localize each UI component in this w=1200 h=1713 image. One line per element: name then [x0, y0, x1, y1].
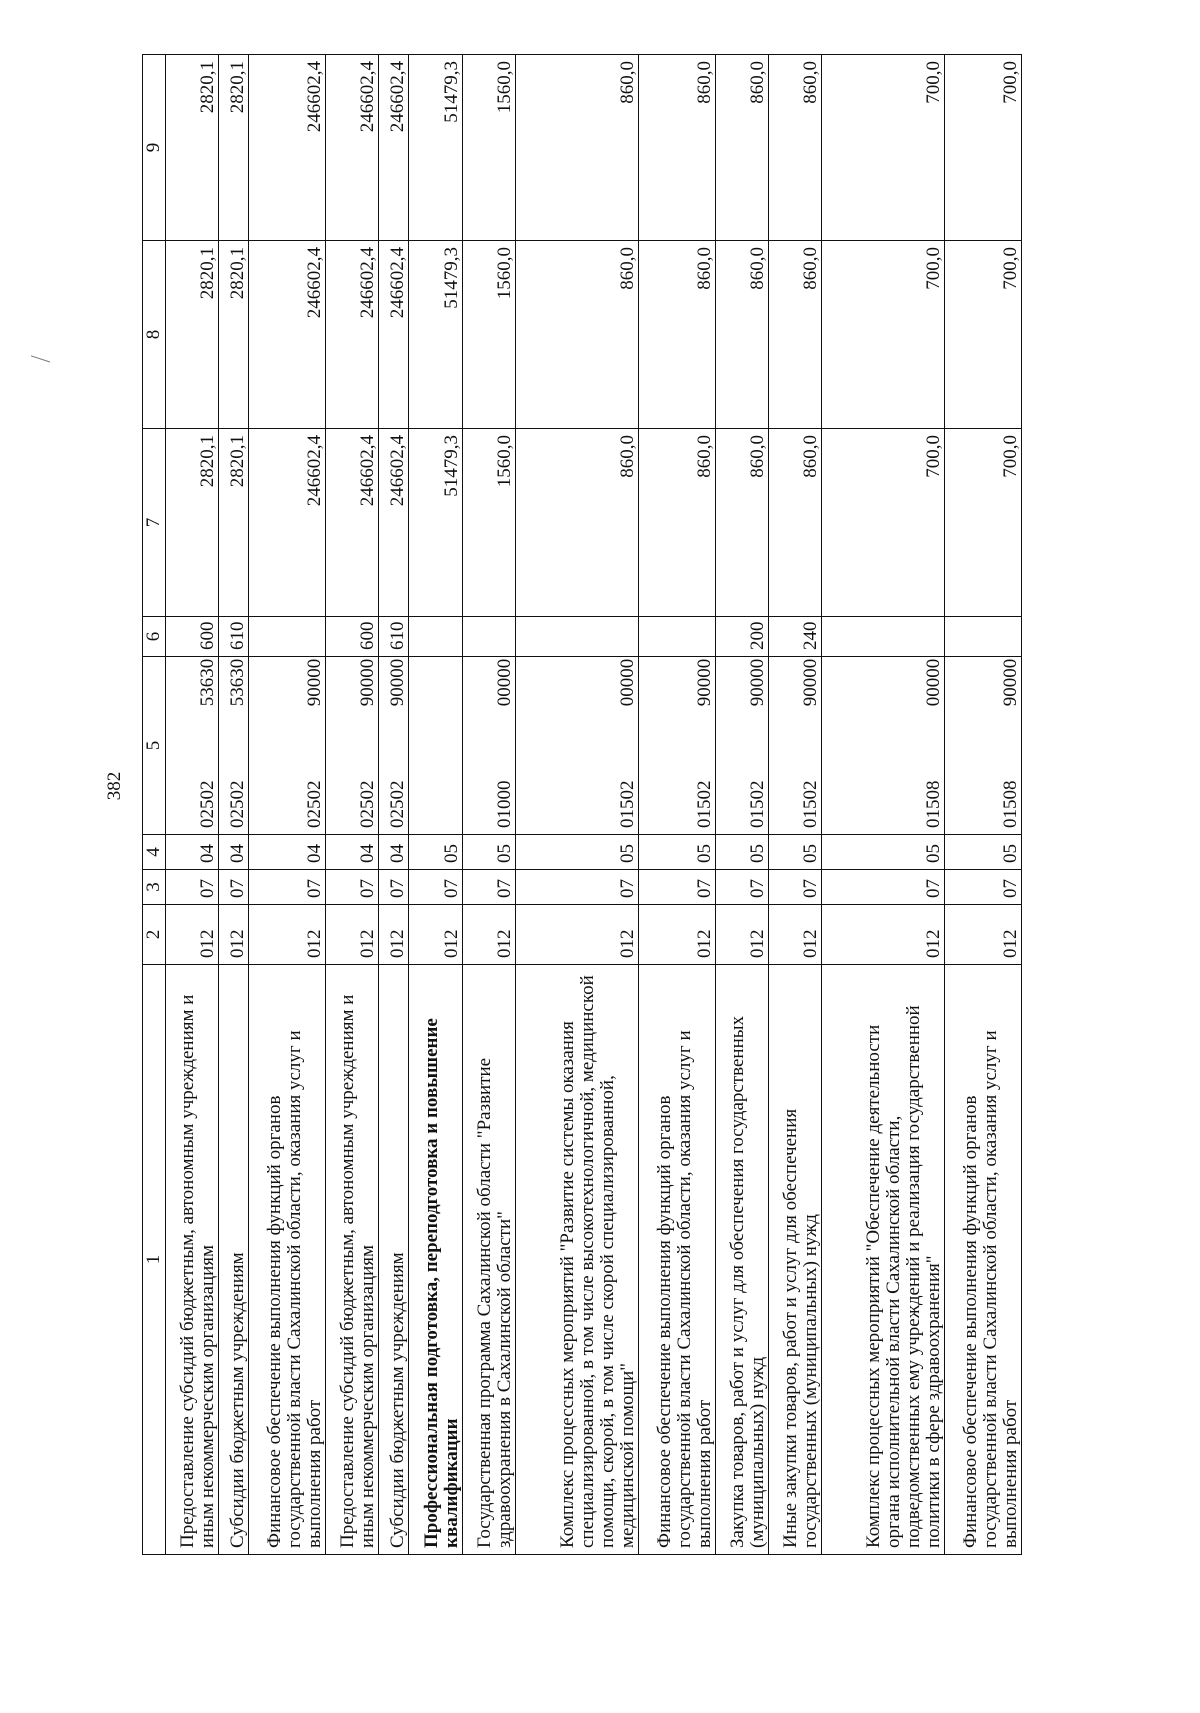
row-col-9: 1560,0 [462, 55, 515, 241]
header-col-2: 2 [143, 905, 166, 965]
row-col-5: 02502 90000 [249, 657, 326, 835]
row-col-2: 012 [166, 905, 219, 965]
row-description: Финансовое обеспечение выполнения функций органов государственной власти Сахалинской области, оказания услуг и выполнения работ [945, 965, 1022, 1555]
row-description: Комплекс процессных мероприятий "Обеспечение деятельности органа исполнительной власти Сахалинской области, подведомственных ему учреждений и реализация государственной политики в сфере здравоохранения" [822, 965, 945, 1555]
row-col-7: 860,0 [516, 429, 639, 617]
row-col-7: 51479,3 [409, 429, 462, 617]
row-col-3: 07 [715, 870, 768, 905]
row-col-3: 07 [409, 870, 462, 905]
table-row [822, 55, 945, 1555]
header-row [143, 55, 166, 1555]
row-description: Финансовое обеспечение выполнения функций органов государственной власти Сахалинской области, оказания услуг и выполнения работ [638, 965, 715, 1555]
row-col-9: 246602,4 [379, 55, 409, 241]
row-description: Субсидии бюджетным учреждениям [379, 965, 409, 1555]
row-description-section: Профессиональная подготовка, переподготовка и повышение квалификации [409, 965, 462, 1555]
row-col-5: 01502 90000 [715, 657, 768, 835]
row-col-3: 07 [219, 870, 249, 905]
header-col-1: 1 [143, 965, 166, 1555]
page-number: 382 [104, 771, 125, 801]
row-description: Иные закупки товаров, работ и услуг для обеспечения государственных (муниципальных) нужд [768, 965, 821, 1555]
budget-table [142, 54, 1022, 1555]
table-row [516, 55, 639, 1555]
rotated-table-wrapper [142, 55, 1022, 1555]
row-col-4: 04 [219, 835, 249, 870]
row-col-3: 07 [638, 870, 715, 905]
row-col-6 [822, 617, 945, 657]
table-row [462, 55, 515, 1555]
row-col-8: 2820,1 [166, 241, 219, 429]
row-col-4: 04 [249, 835, 326, 870]
row-col-4: 04 [379, 835, 409, 870]
row-col-4: 04 [166, 835, 219, 870]
row-col-8: 860,0 [516, 241, 639, 429]
row-col-8: 246602,4 [326, 241, 379, 429]
header-col-4: 4 [143, 835, 166, 870]
header-col-9: 9 [143, 55, 166, 241]
row-col-7: 860,0 [638, 429, 715, 617]
row-col-3: 07 [379, 870, 409, 905]
row-col-8: 860,0 [715, 241, 768, 429]
row-col-8: 51479,3 [409, 241, 462, 429]
row-col-6 [462, 617, 515, 657]
row-col-7: 700,0 [822, 429, 945, 617]
row-description: Закупка товаров, работ и услуг для обеспечения государственных (муниципальных) нужд [715, 965, 768, 1555]
row-col-6: 600 [326, 617, 379, 657]
row-col-7: 2820,1 [166, 429, 219, 617]
row-col-3: 07 [822, 870, 945, 905]
row-col-5: 01502 90000 [768, 657, 821, 835]
row-col-8: 246602,4 [249, 241, 326, 429]
table-row [638, 55, 715, 1555]
row-col-4: 05 [715, 835, 768, 870]
row-description: Субсидии бюджетным учреждениям [219, 965, 249, 1555]
row-col-3: 07 [462, 870, 515, 905]
row-col-7: 246602,4 [249, 429, 326, 617]
row-col-9: 860,0 [768, 55, 821, 241]
row-description: Комплекс процессных мероприятий "Развитие системы оказания специализированной, в том числе высокотехнологичной, медицинской помощи, скорой, в том числе скорой специализированной, медицинской помощи" [516, 965, 639, 1555]
table-row [715, 55, 768, 1555]
row-col-5: 02502 53630 [166, 657, 219, 835]
row-col-9: 860,0 [638, 55, 715, 241]
row-col-3: 07 [326, 870, 379, 905]
row-col-6 [409, 617, 462, 657]
table-row [326, 55, 379, 1555]
row-col-6 [638, 617, 715, 657]
table-body [166, 55, 1022, 1555]
row-col-9: 860,0 [516, 55, 639, 241]
row-col-2: 012 [516, 905, 639, 965]
row-col-3: 07 [945, 870, 1022, 905]
row-col-4: 05 [945, 835, 1022, 870]
row-col-8: 860,0 [638, 241, 715, 429]
row-col-4: 05 [822, 835, 945, 870]
row-col-5: 01508 00000 [822, 657, 945, 835]
row-col-4: 05 [409, 835, 462, 870]
row-col-4: 05 [462, 835, 515, 870]
scan-mark [26, 355, 50, 377]
row-col-5: 01502 00000 [516, 657, 639, 835]
header-col-5: 5 [143, 657, 166, 835]
row-col-9: 246602,4 [249, 55, 326, 241]
row-col-5: 02502 53630 [219, 657, 249, 835]
row-col-3: 07 [166, 870, 219, 905]
row-description: Предоставление субсидий бюджетным, автономным учреждениям и иным некоммерческим организациям [166, 965, 219, 1555]
header-col-3: 3 [143, 870, 166, 905]
row-col-2: 012 [409, 905, 462, 965]
row-description: Государственная программа Сахалинской области "Развитие здравоохранения в Сахалинской области" [462, 965, 515, 1555]
row-col-5: 01000 00000 [462, 657, 515, 835]
row-col-9: 2820,1 [166, 55, 219, 241]
row-col-2: 012 [945, 905, 1022, 965]
row-col-6: 200 [715, 617, 768, 657]
row-col-6: 610 [379, 617, 409, 657]
row-col-6 [249, 617, 326, 657]
row-col-7: 1560,0 [462, 429, 515, 617]
row-col-8: 700,0 [822, 241, 945, 429]
row-col-8: 1560,0 [462, 241, 515, 429]
row-col-7: 860,0 [715, 429, 768, 617]
row-col-7: 246602,4 [379, 429, 409, 617]
row-col-2: 012 [638, 905, 715, 965]
row-col-5: 01508 90000 [945, 657, 1022, 835]
row-description: Финансовое обеспечение выполнения функций органов государственной власти Сахалинской области, оказания услуг и выполнения работ [249, 965, 326, 1555]
row-col-8: 700,0 [945, 241, 1022, 429]
table-row [945, 55, 1022, 1555]
row-col-5: 02502 90000 [326, 657, 379, 835]
row-col-8: 2820,1 [219, 241, 249, 429]
row-col-7: 246602,4 [326, 429, 379, 617]
row-col-9: 51479,3 [409, 55, 462, 241]
row-col-6: 610 [219, 617, 249, 657]
row-col-7: 700,0 [945, 429, 1022, 617]
table-row [249, 55, 326, 1555]
row-col-6 [516, 617, 639, 657]
row-col-6: 600 [166, 617, 219, 657]
row-col-8: 860,0 [768, 241, 821, 429]
row-col-2: 012 [715, 905, 768, 965]
table-row [409, 55, 462, 1555]
header-col-8: 8 [143, 241, 166, 429]
row-col-7: 860,0 [768, 429, 821, 617]
row-col-5: 01502 90000 [638, 657, 715, 835]
row-col-9: 700,0 [945, 55, 1022, 241]
header-col-6: 6 [143, 617, 166, 657]
row-col-5: 02502 90000 [379, 657, 409, 835]
row-col-2: 012 [462, 905, 515, 965]
row-col-4: 05 [638, 835, 715, 870]
header-col-7: 7 [143, 429, 166, 617]
row-col-9: 2820,1 [219, 55, 249, 241]
row-col-2: 012 [379, 905, 409, 965]
table-row [166, 55, 219, 1555]
row-col-8: 246602,4 [379, 241, 409, 429]
row-col-4: 05 [516, 835, 639, 870]
row-col-3: 07 [249, 870, 326, 905]
row-col-9: 700,0 [822, 55, 945, 241]
row-col-2: 012 [219, 905, 249, 965]
row-col-3: 07 [516, 870, 639, 905]
row-col-7: 2820,1 [219, 429, 249, 617]
row-col-6 [945, 617, 1022, 657]
row-col-2: 012 [326, 905, 379, 965]
row-col-6: 240 [768, 617, 821, 657]
row-col-9: 860,0 [715, 55, 768, 241]
row-col-4: 05 [768, 835, 821, 870]
table-row [379, 55, 409, 1555]
row-description: Предоставление субсидий бюджетным, автономным учреждениям и иным некоммерческим организациям [326, 965, 379, 1555]
row-col-9: 246602,4 [326, 55, 379, 241]
row-col-5 [409, 657, 462, 835]
row-col-3: 07 [768, 870, 821, 905]
row-col-4: 04 [326, 835, 379, 870]
row-col-2: 012 [768, 905, 821, 965]
row-col-2: 012 [249, 905, 326, 965]
table-row [768, 55, 821, 1555]
row-col-2: 012 [822, 905, 945, 965]
table-row [219, 55, 249, 1555]
